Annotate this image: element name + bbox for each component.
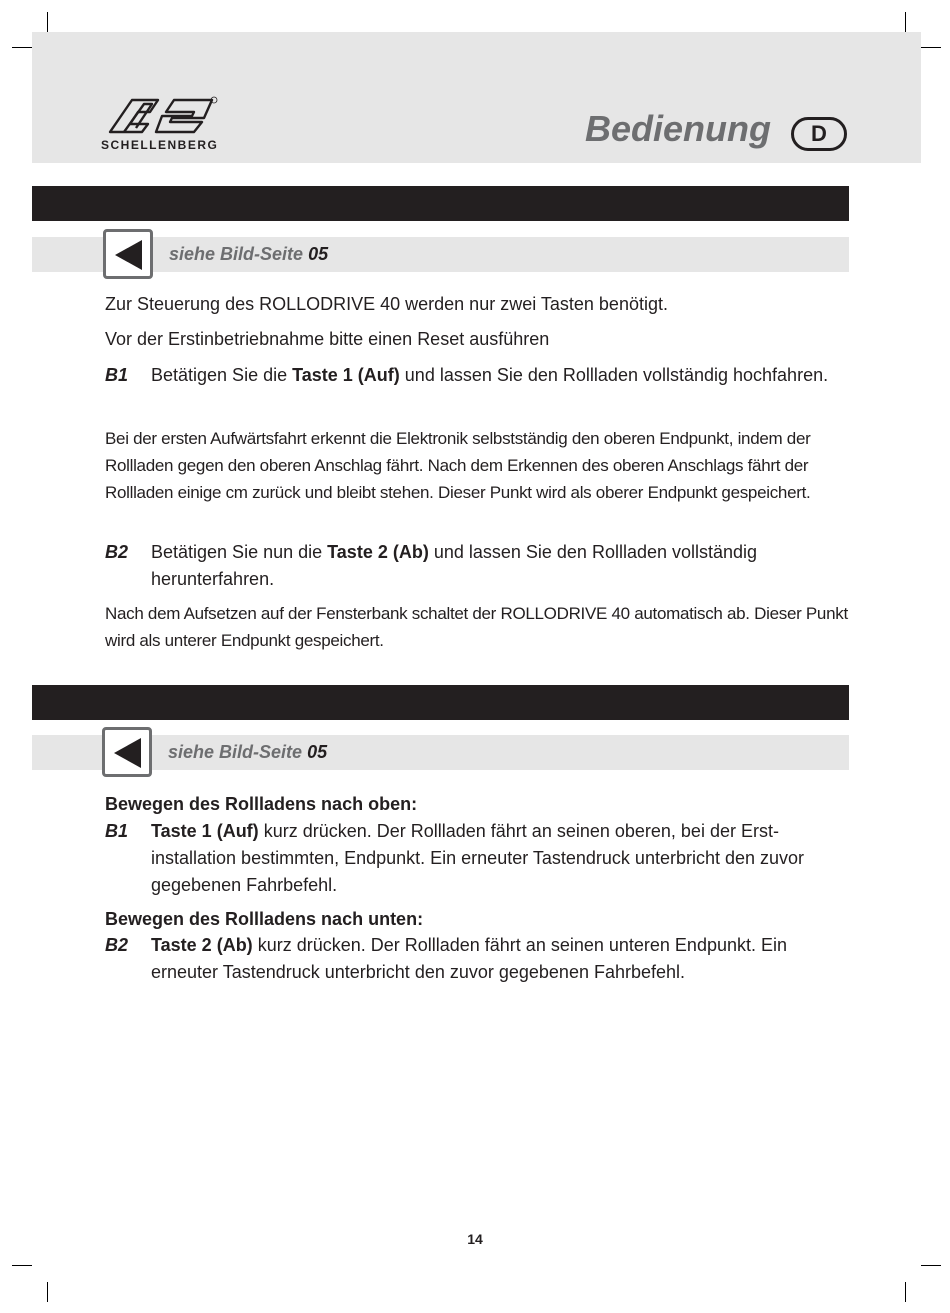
subheading-down: Bewegen des Rollladens nach unten: [105,909,424,929]
figure-reference-band [32,237,849,272]
figure-reference-label: siehe Bild-Seite [169,244,304,264]
step-label: B2 [105,542,129,562]
step-label: B1 [105,365,129,385]
figure-reference-page: 05 [308,244,329,264]
crop-mark [47,1282,48,1302]
figure-reference-page: 05 [307,742,328,762]
paragraph: Vor der Erstinbetriebnahme bitte einen Reset ausführen [105,329,550,349]
paragraph: Zur Steuerung des ROLLODRIVE 40 werden nur zwei Tasten benötigt. [105,294,668,314]
subheading-up: Bewegen des Rollladens nach oben: [105,794,418,814]
key-name: Taste 2 (Ab) [151,935,253,955]
crop-mark [905,1282,906,1302]
section-bar [32,685,849,720]
step-label: B1 [105,821,129,841]
crop-mark [905,12,906,32]
figure-reference [168,742,327,763]
page-title: Bedienung [585,108,771,149]
step-text-pre: Betätigen Sie nun die [151,542,328,562]
step-text-post: und lassen Sie den Rollladen vollständig herunterfahren. [151,542,758,589]
step-label: B2 [105,935,129,955]
arrow-left-icon [115,240,143,270]
paragraph: Bei der ersten Aufwärtsfahrt erkennt die Elektronik selbstständig den oberen Endpunkt, indem der Rollladen gegen den oberen Anschlag fährt. Nach dem Erkennen des oberen Anschlags fährt der Rollladen einige cm zurück und bleibt stehen. Dieser Punkt wird als oberer Endpunkt gespeichert. [105,429,811,502]
step-text [151,539,855,593]
figure-reference-box [102,727,152,777]
crop-mark [12,1265,32,1266]
step-text-pre: Betätigen Sie die [151,365,293,385]
step-text-post: kurz drücken. Der Rollladen fährt an seinen unteren Endpunkt. Ein erneuter Tastendruck unterbricht den zuvor gegebenen Fahrbefehl. [151,935,788,982]
figure-reference-box [103,229,153,279]
key-name: Taste 1 (Auf) [151,821,259,841]
language-badge: D [791,117,847,151]
page-number: 14 [467,1231,483,1247]
step-b1 [105,818,855,899]
step-text [151,818,855,899]
step-text [151,362,855,389]
paragraph: Nach dem Aufsetzen auf der Fensterbank schaltet der ROLLODRIVE 40 automatisch ab. Dieser Punkt wird als unterer Endpunkt gespeichert. [105,604,848,650]
step-b2 [105,932,855,986]
crop-mark [921,47,941,48]
figure-reference [169,244,328,265]
crop-mark [921,1265,941,1266]
step-text-post: und lassen Sie den Rollladen vollständig hochfahren. [399,365,829,385]
figure-reference-label: siehe Bild-Seite [168,742,303,762]
step-text-post: kurz drücken. Der Rollladen fährt an seinen oberen, bei der Erst-installation bestimmten, Endpunkt. Ein erneuter Tastendruck unterbricht den zuvor gegebenen Fahrbefehl. [151,821,805,895]
key-name: Taste 2 (Ab) [327,542,429,562]
brand-name: SCHELLENBERG [101,138,219,152]
section-bar [32,186,849,221]
step-b2 [105,539,855,593]
step-b1 [105,362,855,389]
crop-mark [12,47,32,48]
step-text [151,932,855,986]
crop-mark [47,12,48,32]
figure-reference-band [32,735,849,770]
key-name: Taste 1 (Auf) [292,365,400,385]
arrow-left-icon [114,738,142,768]
